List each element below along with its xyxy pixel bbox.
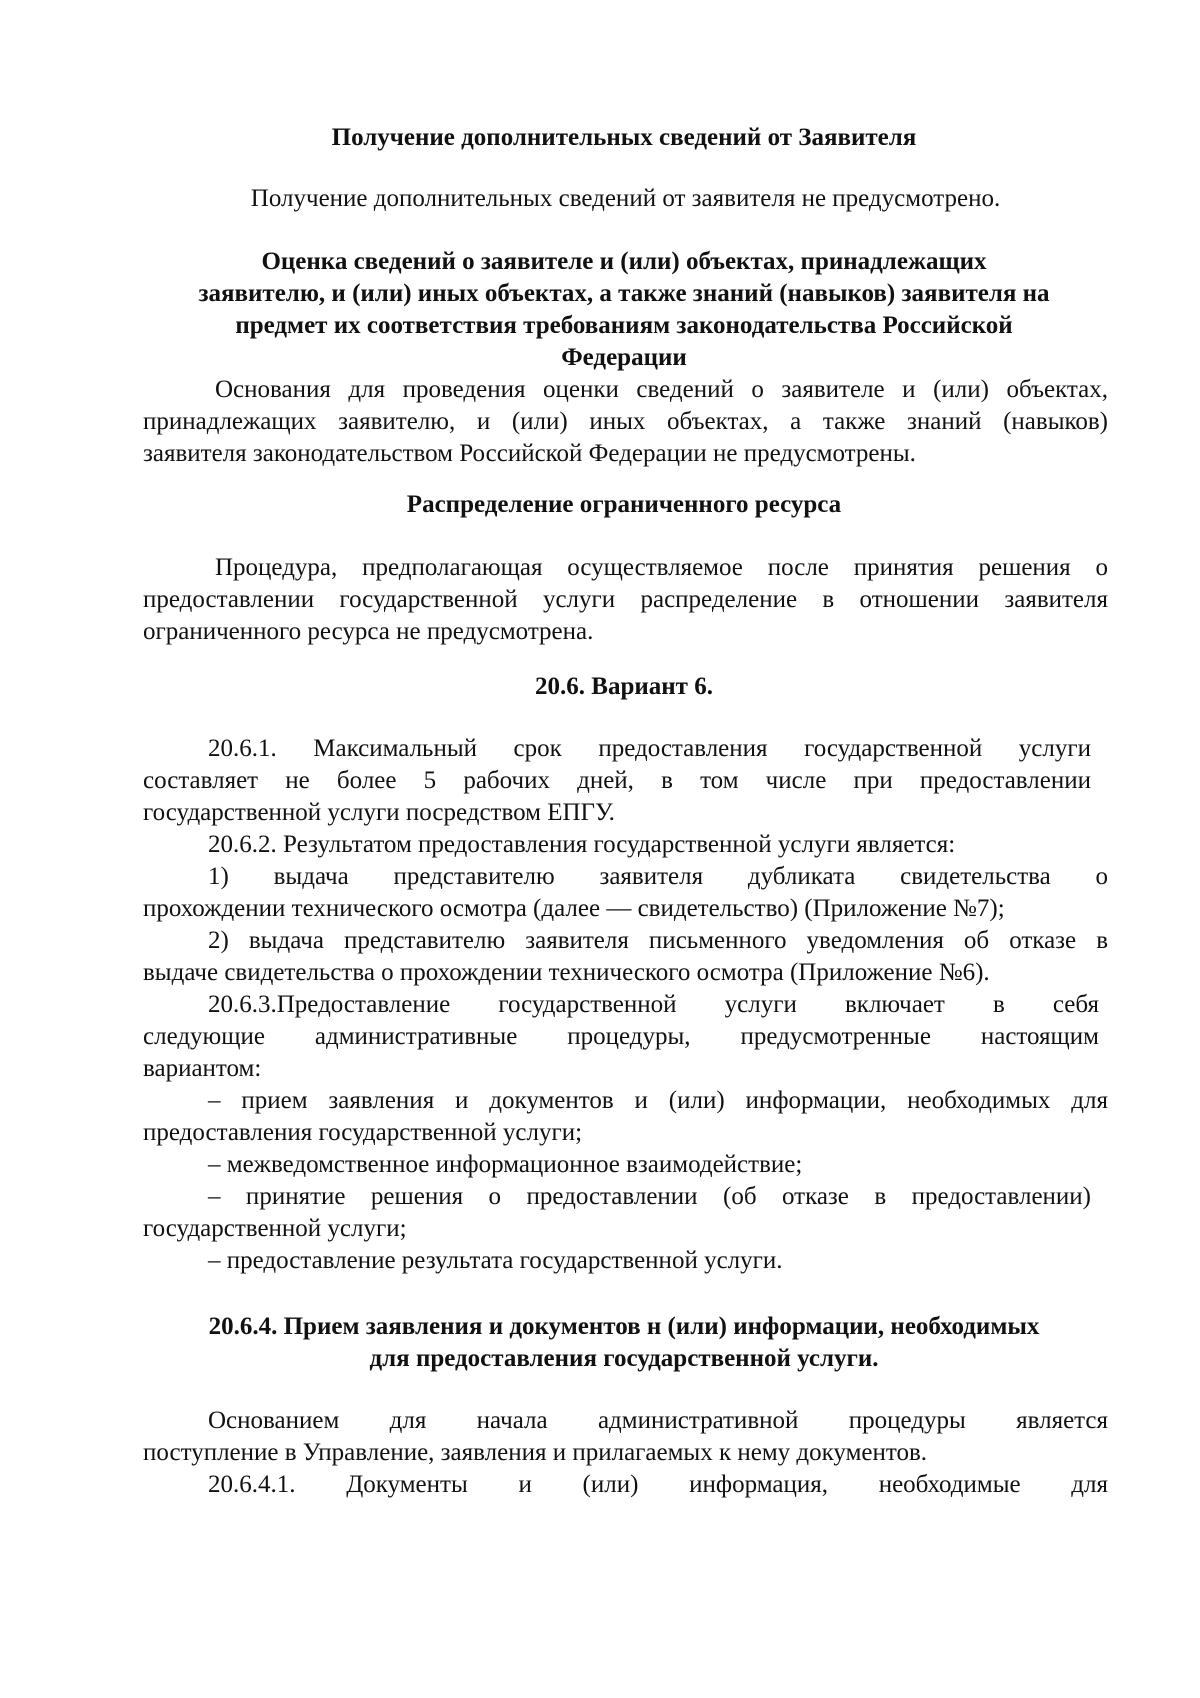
- paragraph-20-6-2: [143, 829, 1108, 861]
- paragraph-20-6-3: [143, 989, 1099, 1085]
- paragraph-20-6-2-item-1-line-2: прохождении технического осмотра (далее — свидетельство) (Приложение №7);: [143, 895, 1005, 922]
- heading-assessment: [140, 246, 1108, 374]
- paragraph-additional-info: Получение дополнительных сведений от заявителя не предусмотрено.: [250, 185, 1001, 212]
- paragraph-20-6-3-line-3: вариантом:: [143, 1055, 262, 1082]
- paragraph-basis-line-2: поступление в Управление, заявления и прилагаемых к нему документов.: [143, 1439, 928, 1466]
- paragraph-20-6-2-item-2-line-1: 2) выдача представителю заявителя письменного уведомления об отказе в: [208, 927, 1108, 954]
- heading-limited-resource: Распределение ограниченного ресурса: [406, 491, 842, 518]
- paragraph-20-6-3-line-1: 20.6.3.Предоставление государственной услуги включает в себя: [208, 991, 1099, 1018]
- paragraph-20-6-4-1-line-1: 20.6.4.1. Документы и (или) информация, необходимые для: [208, 1471, 1108, 1498]
- list-item-2-line-1: – межведомственное информационное взаимодействие;: [208, 1151, 803, 1178]
- list-item-3-line-2: государственной услуги;: [143, 1215, 407, 1242]
- list-item-3: [143, 1181, 1091, 1245]
- paragraph-20-6-2-item-1-line-1: 1) выдача представителю заявителя дубликата свидетельства о: [208, 863, 1108, 890]
- heading-20-6-4: [140, 1311, 1108, 1375]
- paragraph-assessment-line-2: принадлежащих заявителю, и (или) иных объектах, а также знаний (навыков): [143, 408, 1108, 435]
- paragraph-20-6-2-item-2: [143, 925, 1108, 989]
- paragraph-assessment-line-1: Основания для проведения оценки сведений о заявителе и (или) объектах,: [215, 376, 1108, 403]
- heading-20-6-4-line-2: для предоставления государственной услуги.: [369, 1345, 879, 1372]
- list-item-1-line-1: – прием заявления и документов и (или) информации, необходимых для: [208, 1087, 1108, 1114]
- paragraph-20-6-1-line-2: составляет не более 5 рабочих дней, в том числе при предоставлении: [143, 767, 1091, 794]
- paragraph-20-6-4-1: [143, 1469, 1108, 1501]
- paragraph-20-6-2-item-1: [143, 861, 1108, 925]
- list-item-4-line-1: – предоставление результата государственной услуги.: [208, 1247, 783, 1274]
- list-item-4: [143, 1245, 1108, 1277]
- heading-assessment-line-2: заявителю, и (или) иных объектах, а также знаний (навыков) заявителя на: [198, 280, 1050, 307]
- paragraph-limited-resource-line-1: Процедура, предполагающая осуществляемое после принятия решения о: [215, 554, 1108, 581]
- paragraph-assessment: [143, 374, 1108, 470]
- paragraph-20-6-2-line-1: 20.6.2. Результатом предоставления государственной услуги является:: [208, 831, 956, 858]
- list-item-1-line-2: предоставления государственной услуги;: [143, 1119, 583, 1146]
- paragraph-assessment-line-3: заявителя законодательством Российской Федерации не предусмотрены.: [143, 440, 916, 467]
- paragraph-basis: [143, 1405, 1108, 1469]
- heading-variant-6: 20.6. Вариант 6.: [535, 673, 713, 700]
- paragraph-limited-resource-line-3: ограниченного ресурса не предусмотрена.: [143, 618, 594, 645]
- paragraph-20-6-2-item-2-line-2: выдаче свидетельства о прохождении технического осмотра (Приложение №6).: [143, 959, 990, 986]
- heading-20-6-4-line-1: 20.6.4. Прием заявления и документов н (или) информации, необходимых: [208, 1313, 1040, 1340]
- paragraph-20-6-1: [143, 733, 1091, 829]
- list-item-1: [143, 1085, 1108, 1149]
- list-item-2: [143, 1149, 1108, 1181]
- paragraph-20-6-1-line-3: государственной услуги посредством ЕПГУ.: [143, 799, 615, 826]
- paragraph-20-6-1-line-1: 20.6.1. Максимальный срок предоставления государственной услуги: [208, 735, 1091, 762]
- heading-additional-info: Получение дополнительных сведений от Заявителя: [331, 124, 917, 151]
- paragraph-limited-resource: [143, 552, 1108, 648]
- heading-assessment-line-3: предмет их соответствия требованиям законодательства Российской: [235, 312, 1013, 339]
- paragraph-limited-resource-line-2: предоставлении государственной услуги распределение в отношении заявителя: [143, 586, 1108, 613]
- heading-assessment-line-1: Оценка сведений о заявителе и (или) объектах, принадлежащих: [261, 248, 987, 275]
- paragraph-basis-line-1: Основанием для начала административной процедуры является: [208, 1407, 1108, 1434]
- list-item-3-line-1: – принятие решения о предоставлении (об отказе в предоставлении): [208, 1183, 1091, 1210]
- heading-assessment-line-4: Федерации: [561, 344, 687, 371]
- paragraph-20-6-3-line-2: следующие административные процедуры, предусмотренные настоящим: [143, 1023, 1099, 1050]
